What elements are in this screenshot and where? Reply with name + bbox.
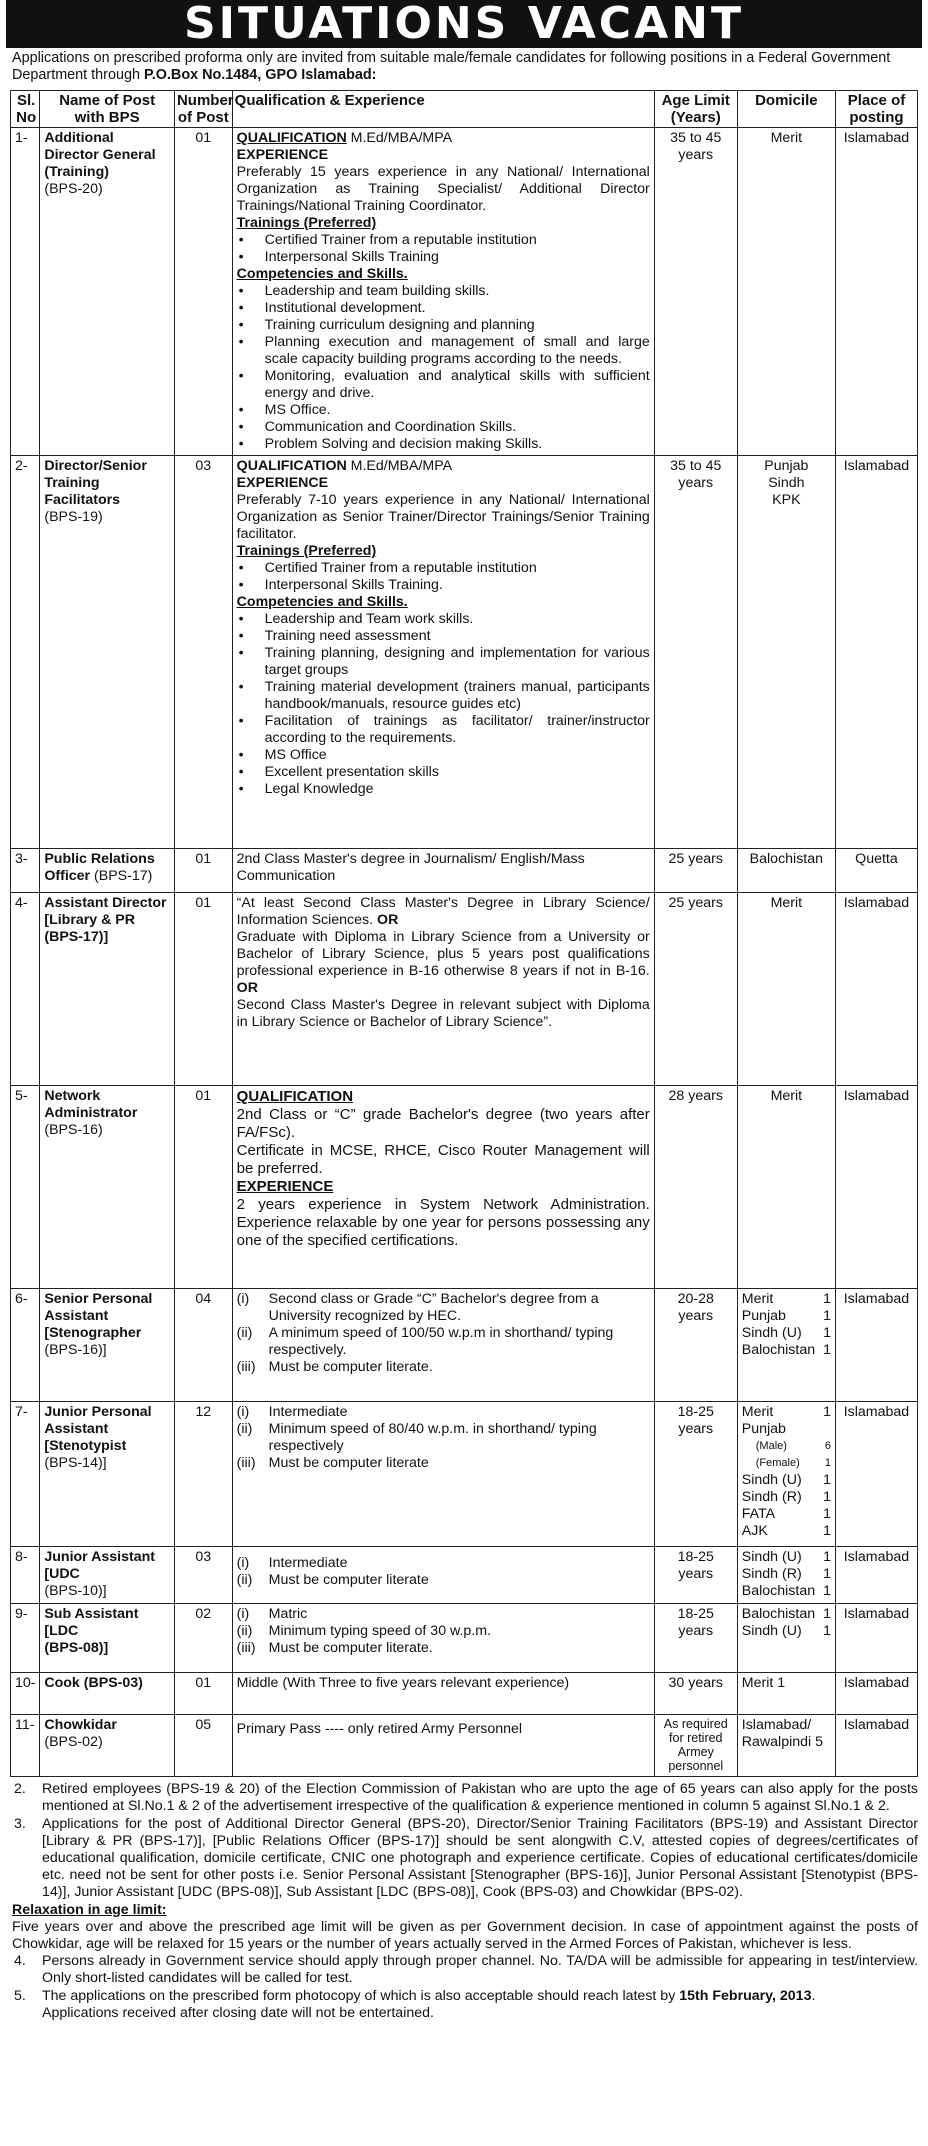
row-number: 01: [174, 1086, 232, 1289]
row-sl: 10-: [11, 1673, 40, 1715]
row-place: Islamabad: [835, 1604, 917, 1673]
list-item: (iii) Must be computer literate: [236, 1455, 429, 1471]
row-domicile: Merit: [737, 893, 835, 1086]
list-item: • Monitoring, evaluation and analytical skills with sufficient energy and drive.: [237, 368, 650, 402]
row-post: Junior Personal Assistant [Stenotypist (BPS-14)]: [40, 1402, 175, 1547]
table-row: [11, 1673, 918, 1715]
list-item: (i) Intermediate: [236, 1404, 348, 1420]
row-place: Islamabad: [835, 1402, 917, 1547]
list-item: • Interpersonal Skills Training.: [237, 577, 650, 594]
row-domicile: Islamabad/ Rawalpindi 5: [737, 1715, 835, 1777]
header-name: Name of Post with BPS: [40, 91, 175, 128]
row-age: 35 to 45 years: [654, 456, 737, 849]
row-sl: 1-: [11, 128, 40, 456]
list-item: • Legal Knowledge: [237, 781, 650, 798]
row-place: Islamabad: [835, 1086, 917, 1289]
table-row: [11, 1402, 918, 1547]
table-row: [11, 1715, 918, 1777]
row-age: 18-25 years: [654, 1547, 737, 1604]
row-domicile: Merit: [737, 1086, 835, 1289]
row-place: Islamabad: [835, 1715, 917, 1777]
note-5: 5. The applications on the prescribed form photocopy of which is also acceptable should reach latest by 15th February, 2013. Applications received after closing date will not be entertained.: [14, 1988, 816, 2021]
list-item: • Certified Trainer from a reputable institution: [237, 232, 650, 249]
row-age: 35 to 45 years: [654, 128, 737, 456]
row-post: Network Administrator (BPS-16): [40, 1086, 175, 1289]
list-item: (iii) Must be computer literate.: [236, 1359, 433, 1375]
row-sl: 7-: [11, 1402, 40, 1547]
row-qualification: [232, 1604, 654, 1673]
banner-title: SITUATIONS VACANT: [6, 0, 922, 48]
row-post: Sub Assistant [LDC (BPS-08)]: [40, 1604, 175, 1673]
row-place: Quetta: [835, 849, 917, 893]
row-sl: 2-: [11, 456, 40, 849]
row-post: Director/Senior Training Facilitators (BPS-19): [40, 456, 175, 849]
row-post: Cook (BPS-03): [40, 1673, 175, 1715]
trainings-list: [237, 232, 650, 266]
list-item: • MS Office: [237, 747, 650, 764]
list-item: • Excellent presentation skills: [237, 764, 650, 781]
row-sl: 4-: [11, 893, 40, 1086]
row-age: 20-28 years: [654, 1289, 737, 1402]
list-item: • Planning execution and management of small and large scale capacity building programs according to the needs.: [237, 334, 650, 368]
list-item: • Leadership and Team work skills.: [237, 611, 650, 628]
row-domicile: Merit 1: [737, 1673, 835, 1715]
row-age: 30 years: [654, 1673, 737, 1715]
row-qualification: Primary Pass ---- only retired Army Personnel: [232, 1715, 654, 1777]
list-item: • MS Office.: [237, 402, 650, 419]
list-item: • Training planning, designing and implementation for various target groups: [237, 645, 650, 679]
row-number: 01: [174, 128, 232, 456]
row-domicile: Merit 1 Punjab 1 Sindh (U) 1 Balochistan 1: [737, 1289, 835, 1402]
row-post: Additional Director General (Training) (BPS-20): [40, 128, 175, 456]
header-place: Place of posting: [835, 91, 917, 128]
header-qualification: Qualification & Experience: [232, 91, 654, 128]
list-item: (iii) Must be computer literate.: [236, 1640, 433, 1656]
row-sl: 11-: [11, 1715, 40, 1777]
notes-section: [6, 1777, 922, 2022]
row-number: 03: [174, 1547, 232, 1604]
row-number: 02: [174, 1604, 232, 1673]
trainings-list: [237, 560, 650, 594]
row-place: Islamabad: [835, 1673, 917, 1715]
header-domicile: Domicile: [737, 91, 835, 128]
row-post: Junior Assistant [UDC (BPS-10)]: [40, 1547, 175, 1604]
note-4: 4. Persons already in Government service should apply through proper channel. No. TA/DA will be admissible for appearing in test/interview. Only short-listed candidates will be called for test.: [14, 1953, 918, 1986]
row-domicile: Punjab Sindh KPK: [737, 456, 835, 849]
list-item: • Leadership and team building skills.: [237, 283, 650, 300]
row-qualification: QUALIFICATION M.Ed/MBA/MPA EXPERIENCE Preferably 7-10 years experience in any National/ International Organization as Senior Trainer/Director Trainings/Senior Training facilitator. Trainings (Preferred) • Certified Trainer from a reputable institution • Interpersonal Skills Training. Competencies and Skills. • Leadership and Team work skills. • Training need assessment • Training planning, designing and implementation for various target groups • Training material development (trainers manual, participants handbook/manuals, resource guides etc) • Facilitation of trainings as facilitator/ trainer/instructor according to the requirements. • MS Office • Excellent presentation skills • Legal Knowledge: [232, 456, 654, 849]
row-age: 18-25 years: [654, 1402, 737, 1547]
table-row: [11, 1289, 918, 1402]
list-item: • Training need assessment: [237, 628, 650, 645]
list-item: (ii) Minimum typing speed of 30 w.p.m.: [236, 1623, 492, 1639]
row-number: 12: [174, 1402, 232, 1547]
list-item: • Institutional development.: [237, 300, 650, 317]
row-place: Islamabad: [835, 1547, 917, 1604]
row-domicile: Merit: [737, 128, 835, 456]
row-qualification: QUALIFICATION M.Ed/MBA/MPA EXPERIENCE Preferably 15 years experience in any National/ International Organization as Training Specialist/ Additional Director Trainings/National Training Coordinator. Trainings (Preferred) • Certified Trainer from a reputable institution • Interpersonal Skills Training Competencies and Skills. • Leadership and team building skills. • Institutional development. • Training curriculum designing and planning • Planning execution and management of small and large scale capacity building programs according to the needs. • Monitoring, evaluation and analytical skills with sufficient energy and drive. • MS Office. • Communication and Coordination Skills. • Problem Solving and decision making Skills.: [232, 128, 654, 456]
header-number: Number of Post: [174, 91, 232, 128]
row-domicile: Balochistan 1 Sindh (U) 1: [737, 1604, 835, 1673]
table-row: [11, 1547, 918, 1604]
list-item: • Communication and Coordination Skills.: [237, 419, 650, 436]
competencies-list: [237, 283, 650, 453]
row-number: 01: [174, 849, 232, 893]
row-age: 18-25 years: [654, 1604, 737, 1673]
row-place: Islamabad: [835, 128, 917, 456]
row-qualification: [232, 1289, 654, 1402]
row-qualification: [232, 1402, 654, 1547]
row-domicile: Sindh (U) 1 Sindh (R) 1 Balochistan 1: [737, 1547, 835, 1604]
list-item: (i) Matric: [236, 1606, 308, 1622]
list-item: (i) Intermediate: [236, 1555, 348, 1571]
note-3: 3. Applications for the post of Additional Director General (BPS-20), Director/Senior Training Facilitators (BPS-19) and Assistant Director [Library & PR (BPS-17)], [Public Relations Officer (BPS-17)] should be sent alongwith C.V, attested copies of degrees/certificates of educational qualification, domicile certificate, CNIC one photograph and experience certificate. Copies of educational certificates/domicile etc. need not be sent for other posts i.e. Senior Personal Assistant [Stenographer (BPS-16)], Junior Personal Assistant [Stenotypist (BPS-14)], Junior Assistant [UDC (BPS-08)], Sub Assistant [LDC (BPS-08)], Cook (BPS-03) and Chowkidar (BPS-02).: [14, 1816, 918, 1900]
row-domicile: Merit 1 Punjab (Male) 6 (Female) 1 Sindh (U) 1 Sindh (R) 1 FATA 1 AJK 1: [737, 1402, 835, 1547]
row-number: 03: [174, 456, 232, 849]
row-post: Senior Personal Assistant [Stenographer (BPS-16)]: [40, 1289, 175, 1402]
row-domicile: Balochistan: [737, 849, 835, 893]
row-qualification: 2nd Class Master's degree in Journalism/ English/Mass Communication: [232, 849, 654, 893]
row-age: 25 years: [654, 893, 737, 1086]
table-header: [11, 91, 918, 128]
table-row: [11, 1604, 918, 1673]
competencies-list: [237, 611, 650, 798]
list-item: • Training material development (trainers manual, participants handbook/manuals, resource guides etc): [237, 679, 650, 713]
vacancies-table: [10, 90, 918, 1777]
row-number: 01: [174, 1673, 232, 1715]
row-post: Chowkidar (BPS-02): [40, 1715, 175, 1777]
row-sl: 8-: [11, 1547, 40, 1604]
table-row: [11, 1086, 918, 1289]
table-row: [11, 893, 918, 1086]
list-item: (ii) Must be computer literate: [236, 1572, 429, 1588]
row-qualification: [232, 1547, 654, 1604]
advertisement: [6, 0, 922, 2022]
row-sl: 6-: [11, 1289, 40, 1402]
row-sl: 5-: [11, 1086, 40, 1289]
list-item: • Certified Trainer from a reputable institution: [237, 560, 650, 577]
intro-text: Applications on prescribed proforma only are invited from suitable male/female candidates for following positions in a Federal Government Department through P.O.Box No.1484, GPO Islamabad:: [12, 50, 891, 83]
row-qualification: “At least Second Class Master's Degree in Library Science/ Information Sciences. OR Graduate with Diploma in Library Science from a University or Bachelor of Library Science, plus 5 years post qualifications professional experience in B-16 otherwise 8 years if not in B-16. OR Second Class Master's Degree in relevant subject with Diploma in Library Science or Bachelor of Library Science”.: [232, 893, 654, 1086]
row-number: 01: [174, 893, 232, 1086]
list-item: • Training curriculum designing and planning: [237, 317, 650, 334]
row-place: Islamabad: [835, 456, 917, 849]
header-sl: Sl. No: [11, 91, 40, 128]
list-item: (ii) A minimum speed of 100/50 w.p.m in shorthand/ typing respectively.: [236, 1325, 614, 1358]
row-age: As required for retired Armey personnel: [654, 1715, 737, 1777]
header-age: Age Limit (Years): [654, 91, 737, 128]
list-item: • Interpersonal Skills Training: [237, 249, 650, 266]
list-item: • Problem Solving and decision making Skills.: [237, 436, 650, 453]
row-age: 28 years: [654, 1086, 737, 1289]
row-qualification: QUALIFICATION 2nd Class or “C” grade Bachelor's degree (two years after FA/FSc). Certificate in MCSE, RHCE, Cisco Router Management will be preferred. EXPERIENCE 2 years experience in System Network Administration. Experience relaxable by one year for persons possessing any one of the specified certifications.: [232, 1086, 654, 1289]
row-sl: 9-: [11, 1604, 40, 1673]
row-place: Islamabad: [835, 1289, 917, 1402]
row-sl: 3-: [11, 849, 40, 893]
note-2: 2. Retired employees (BPS-19 & 20) of the Election Commission of Pakistan who are upto the age of 65 years can also apply for the posts mentioned at Sl.No.1 & 2 of the advertisement irrespective of the qualification & experience mentioned in column 5 against Sl.No.1 & 2.: [14, 1781, 918, 1814]
table-row: [11, 128, 918, 456]
row-age: 25 years: [654, 849, 737, 893]
row-qualification: Middle (With Three to five years relevant experience): [232, 1673, 654, 1715]
row-number: 04: [174, 1289, 232, 1402]
relaxation-heading: Relaxation in age limit:: [12, 1902, 167, 1918]
table-row: [11, 456, 918, 849]
table-row: [11, 849, 918, 893]
relaxation-text: Five years over and above the prescribed age limit will be given as per Government decision. In case of appointment against the posts of Chowkidar, age will be relaxed for 15 years or the number of years actually served in the Armed Forces of Pakistan, whichever is less.: [12, 1919, 918, 1952]
row-post: Assistant Director [Library & PR (BPS-17)]: [40, 893, 175, 1086]
row-number: 05: [174, 1715, 232, 1777]
list-item: (i) Second class or Grade “C” Bachelor's degree from a University recognized by HEC.: [236, 1291, 599, 1324]
row-place: Islamabad: [835, 893, 917, 1086]
list-item: • Facilitation of trainings as facilitator/ trainer/instructor according to the requirements.: [237, 713, 650, 747]
list-item: (ii) Minimum speed of 80/40 w.p.m. in shorthand/ typing respectively: [236, 1421, 597, 1454]
row-post: Public Relations Officer (BPS-17): [40, 849, 175, 893]
